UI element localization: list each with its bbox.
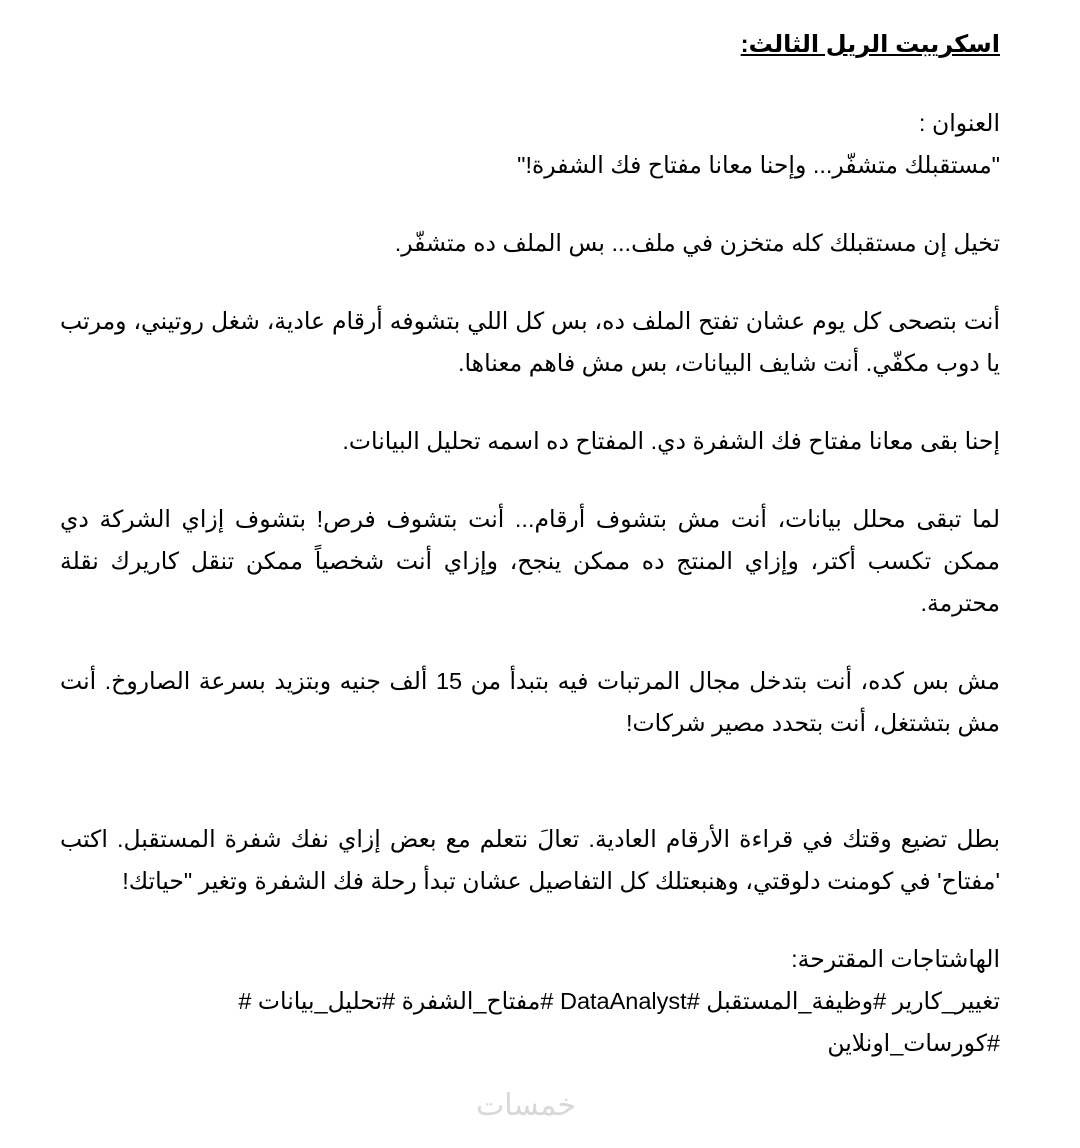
paragraph-3: إحنا بقى معانا مفتاح فك الشفرة دي. المفتاح ده اسمه تحليل البيانات.	[342, 428, 1000, 454]
paragraph-1: تخيل إن مستقبلك كله متخزن في ملف... بس الملف ده متشفّر.	[394, 230, 1000, 256]
watermark-logo: خمسات	[476, 1089, 577, 1122]
document-body	[60, 22, 1000, 1064]
page-title: اسكريبت الريل الثالث:	[740, 31, 1000, 58]
heading-text: "مستقبلك متشفّر... وإحنا معانا مفتاح فك الشفرة!"	[517, 152, 1000, 178]
paragraph-2: أنت بتصحى كل يوم عشان تفتح الملف ده، بس كل اللي بتشوفه أرقام عادية، شغل روتيني، ومرتب يا دوب مكفّي. أنت شايف البيانات، بس مش فاهم معناها.	[60, 308, 1000, 376]
hashtags-line-1: تغيير_كارير #وظيفة_المستقبل #DataAnalyst #مفتاح_الشفرة #تحليل_بيانات #	[238, 988, 1000, 1014]
hashtags-label: الهاشتاجات المقترحة:	[791, 946, 1000, 972]
hashtags-line-2: #كورسات_اونلاين	[827, 1030, 1000, 1056]
paragraph-4: لما تبقى محلل بيانات، أنت مش بتشوف أرقام... أنت بتشوف فرص! بتشوف إزاي الشركة دي ممكن تكسب أكتر، وإزاي المنتج ده ممكن ينجح، وإزاي أنت شخصياً ممكن تنقل كاريرك نقلة محترمة.	[60, 506, 1000, 616]
paragraph-6: بطل تضيع وقتك في قراءة الأرقام العادية. تعالَ نتعلم مع بعض إزاي نفك شفرة المستقبل. اكتب 'مفتاح' في كومنت دلوقتي، وهنبعتلك كل التفاصيل عشان تبدأ رحلة فك الشفرة وتغير "حياتك!	[60, 826, 1000, 894]
heading-label: العنوان :	[918, 110, 1000, 136]
paragraph-5: مش بس كده، أنت بتدخل مجال المرتبات فيه بتبدأ من 15 ألف جنيه وبتزيد بسرعة الصاروخ. أنت مش بتشتغل، أنت بتحدد مصير شركات!	[60, 668, 1000, 736]
